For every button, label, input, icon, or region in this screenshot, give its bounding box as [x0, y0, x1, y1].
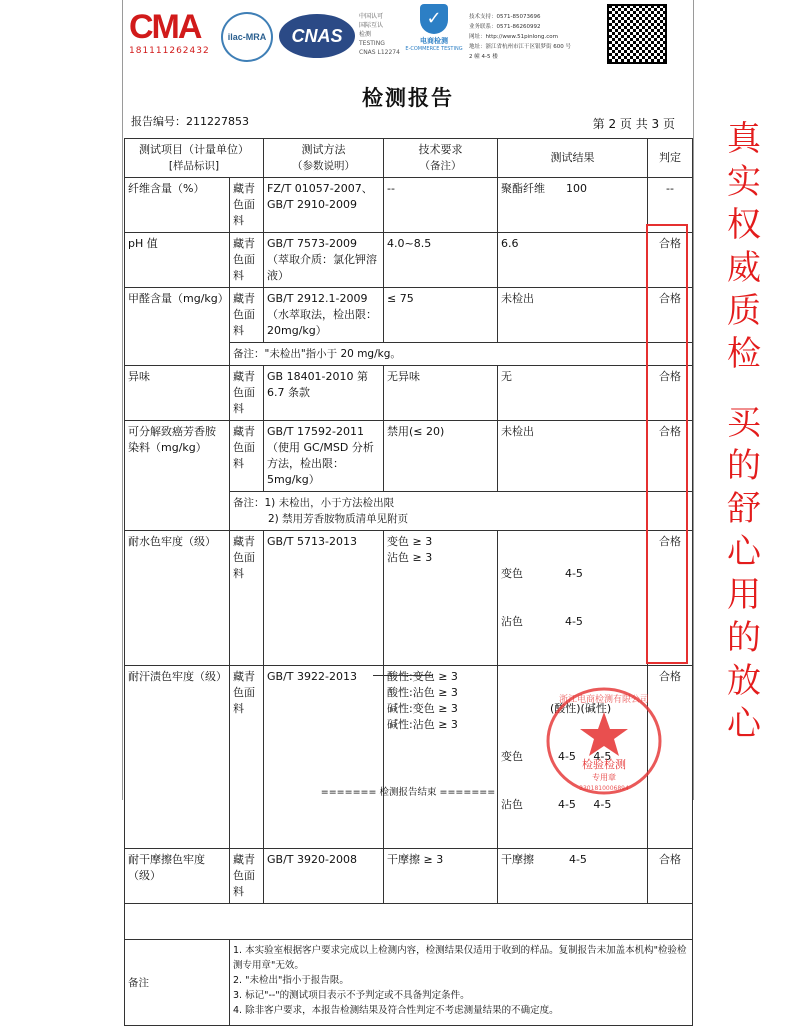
verdict-cell: 合格 — [648, 531, 693, 666]
sample-cell: 藏青色面料 — [230, 666, 264, 849]
header-result: 测试结果 — [498, 139, 648, 178]
svg-text:3301810006894: 3301810006894 — [579, 785, 629, 792]
svg-text:浙江电商检测有限公司: 浙江电商检测有限公司 — [558, 695, 650, 705]
method-cell: GB/T 3922-2013 — [264, 666, 384, 849]
sample-cell: 藏青色面料 — [230, 178, 264, 233]
result-cell: (酸性)(碱性) 变色 4-5 4-5 沾色 4-5 4-5 — [498, 666, 648, 849]
table-row — [125, 178, 693, 233]
header-method: 测试方法 （参数说明） — [264, 139, 384, 178]
checkmark-shield-icon: ✓ — [420, 4, 448, 34]
sample-cell: 藏青色面料 — [230, 288, 264, 343]
remarks-row — [125, 940, 693, 1026]
item-cell: 甲醛含量（mg/kg） — [125, 288, 230, 366]
method-cell: GB/T 2912.1-2009 （水萃取法，检出限：20mg/kg） — [264, 288, 384, 343]
item-cell: 耐干摩擦色牢度（级） — [125, 849, 230, 904]
requirement-cell: ≤ 75 — [384, 288, 498, 343]
ecommerce-title: 电商检测 — [420, 37, 448, 45]
table-row — [125, 288, 693, 343]
result-cell: 无 — [498, 366, 648, 421]
verdict-cell: 合格 — [648, 233, 693, 288]
svg-text:检验检测: 检验检测 — [582, 758, 626, 771]
table-row — [125, 421, 693, 492]
result-cell: 6.6 — [498, 233, 648, 288]
ilac-mra-logo: ilac-MRA — [221, 12, 273, 62]
report-title: 检测报告 — [362, 86, 454, 110]
verdict-cell: -- — [648, 178, 693, 233]
table-row — [125, 366, 693, 421]
table-row — [125, 531, 693, 666]
item-cell: 耐水色牢度（级） — [125, 531, 230, 666]
requirement-cell: 酸性:变色 ≥ 3 酸性:沾色 ≥ 3 碱性:变色 ≥ 3 碱性:沾色 ≥ 3 — [384, 666, 498, 849]
official-seal-icon — [540, 682, 668, 800]
requirement-cell: 变色 ≥ 3 沾色 ≥ 3 — [384, 531, 498, 666]
report-number: 报告编号：211227853 — [131, 115, 249, 128]
table-row — [125, 849, 693, 904]
requirement-cell: 干摩擦 ≥ 3 — [384, 849, 498, 904]
requirement-cell: 禁用(≤ 20) — [384, 421, 498, 492]
result-cell: 未检出 — [498, 421, 648, 492]
report-sheet — [122, 0, 694, 1016]
requirement-cell: -- — [384, 178, 498, 233]
result-cell: 未检出 — [498, 288, 648, 343]
formaldehyde-note: 备注："未检出"指小于 20 mg/kg。 — [230, 343, 693, 366]
cnas-logo: CNAS — [279, 14, 355, 58]
verdict-highlight-box — [646, 224, 688, 664]
table-row — [125, 233, 693, 288]
requirement-cell: 无异味 — [384, 366, 498, 421]
method-cell: GB/T 5713-2013 — [264, 531, 384, 666]
verdict-cell: 合格 — [648, 366, 693, 421]
method-cell: FZ/T 01057-2007、GB/T 2910-2009 — [264, 178, 384, 233]
cnas-caption: 中国认可 国际互认 检测 TESTING CNAS L12274 — [359, 13, 400, 56]
remarks-content: 1. 本实验室根据客户要求完成以上检测内容，检测结果仅适用于收到的样品。复制报告未加盖本机构"检验检测专用章"无效。 2. "未检出"指小于报告限。 3. 标记"--"的测试项目表示不予判定或不具备判定条件。 4. 除非客户要求，本报告检测结果及符合性判定不考虑测量结果的不确定度。 — [230, 940, 693, 1026]
method-cell: GB/T 3920-2008 — [264, 849, 384, 904]
table-header-row — [125, 139, 693, 178]
sample-cell: 藏青色面料 — [230, 849, 264, 904]
verdict-cell: 合格 — [648, 421, 693, 492]
contact-info: 技术支持：0571-85073696 业务联系：0571-86260992 网址：http://www.51pinlong.com 地址：浙江省杭州市江干区银梦街 600 号 2 幢 4-5 楼 — [469, 14, 571, 60]
item-cell: pH 值 — [125, 233, 230, 288]
sample-cell: 藏青色面料 — [230, 531, 264, 666]
ecommerce-testing-logo — [403, 4, 465, 52]
cma-number: 181111262432 — [129, 46, 210, 56]
remarks-label: 备注 — [125, 940, 230, 1026]
svg-text:专用章: 专用章 — [592, 773, 616, 782]
item-cell: 耐汗渍色牢度（级） — [125, 666, 230, 849]
method-cell: GB 18401-2010 第 6.7 条款 — [264, 366, 384, 421]
amine-note: 备注：1) 未检出，小于方法检出限 2) 禁用芳香胺物质清单见附页 — [230, 492, 693, 531]
page-info: 第 2 页 共 3 页 — [592, 117, 675, 131]
qr-code-icon[interactable] — [607, 4, 667, 64]
sample-cell: 藏青色面料 — [230, 233, 264, 288]
item-cell: 纤维含量（%） — [125, 178, 230, 233]
divider — [373, 675, 433, 676]
verdict-cell: 合格 — [648, 666, 693, 849]
results-table — [124, 138, 693, 1026]
sample-cell: 藏青色面料 — [230, 366, 264, 421]
report-end-line: ======= 检测报告结束 ======= — [320, 787, 496, 798]
verdict-cell: 合格 — [648, 849, 693, 904]
result-cell: 干摩擦 4-5 — [498, 849, 648, 904]
result-cell: 聚酯纤维 100 — [498, 178, 648, 233]
method-cell: GB/T 17592-2011 （使用 GC/MSD 分析方法，检出限：5mg/kg） — [264, 421, 384, 492]
side-slogan: 真 实 权 威 质 检 买 的 舒 心 用 的 放 心 — [727, 119, 761, 744]
sample-cell: 藏青色面料 — [230, 421, 264, 492]
blank-row — [125, 904, 693, 940]
cma-logo — [129, 10, 215, 56]
result-cell: 变色 4-5 沾色 4-5 — [498, 531, 648, 666]
item-cell: 可分解致癌芳香胺染料（mg/kg） — [125, 421, 230, 531]
header-verdict: 判定 — [648, 139, 693, 178]
verdict-cell: 合格 — [648, 288, 693, 343]
item-cell: 异味 — [125, 366, 230, 421]
header-item: 测试项目（计量单位） [样品标识] — [125, 139, 264, 178]
requirement-cell: 4.0~8.5 — [384, 233, 498, 288]
report-header — [123, 0, 693, 80]
cma-mark: CMA — [129, 8, 201, 46]
ecommerce-subtitle: E-COMMERCE TESTING — [405, 46, 463, 52]
header-requirement: 技术要求 （备注） — [384, 139, 498, 178]
method-cell: GB/T 7573-2009 （萃取介质：氯化钾溶液） — [264, 233, 384, 288]
